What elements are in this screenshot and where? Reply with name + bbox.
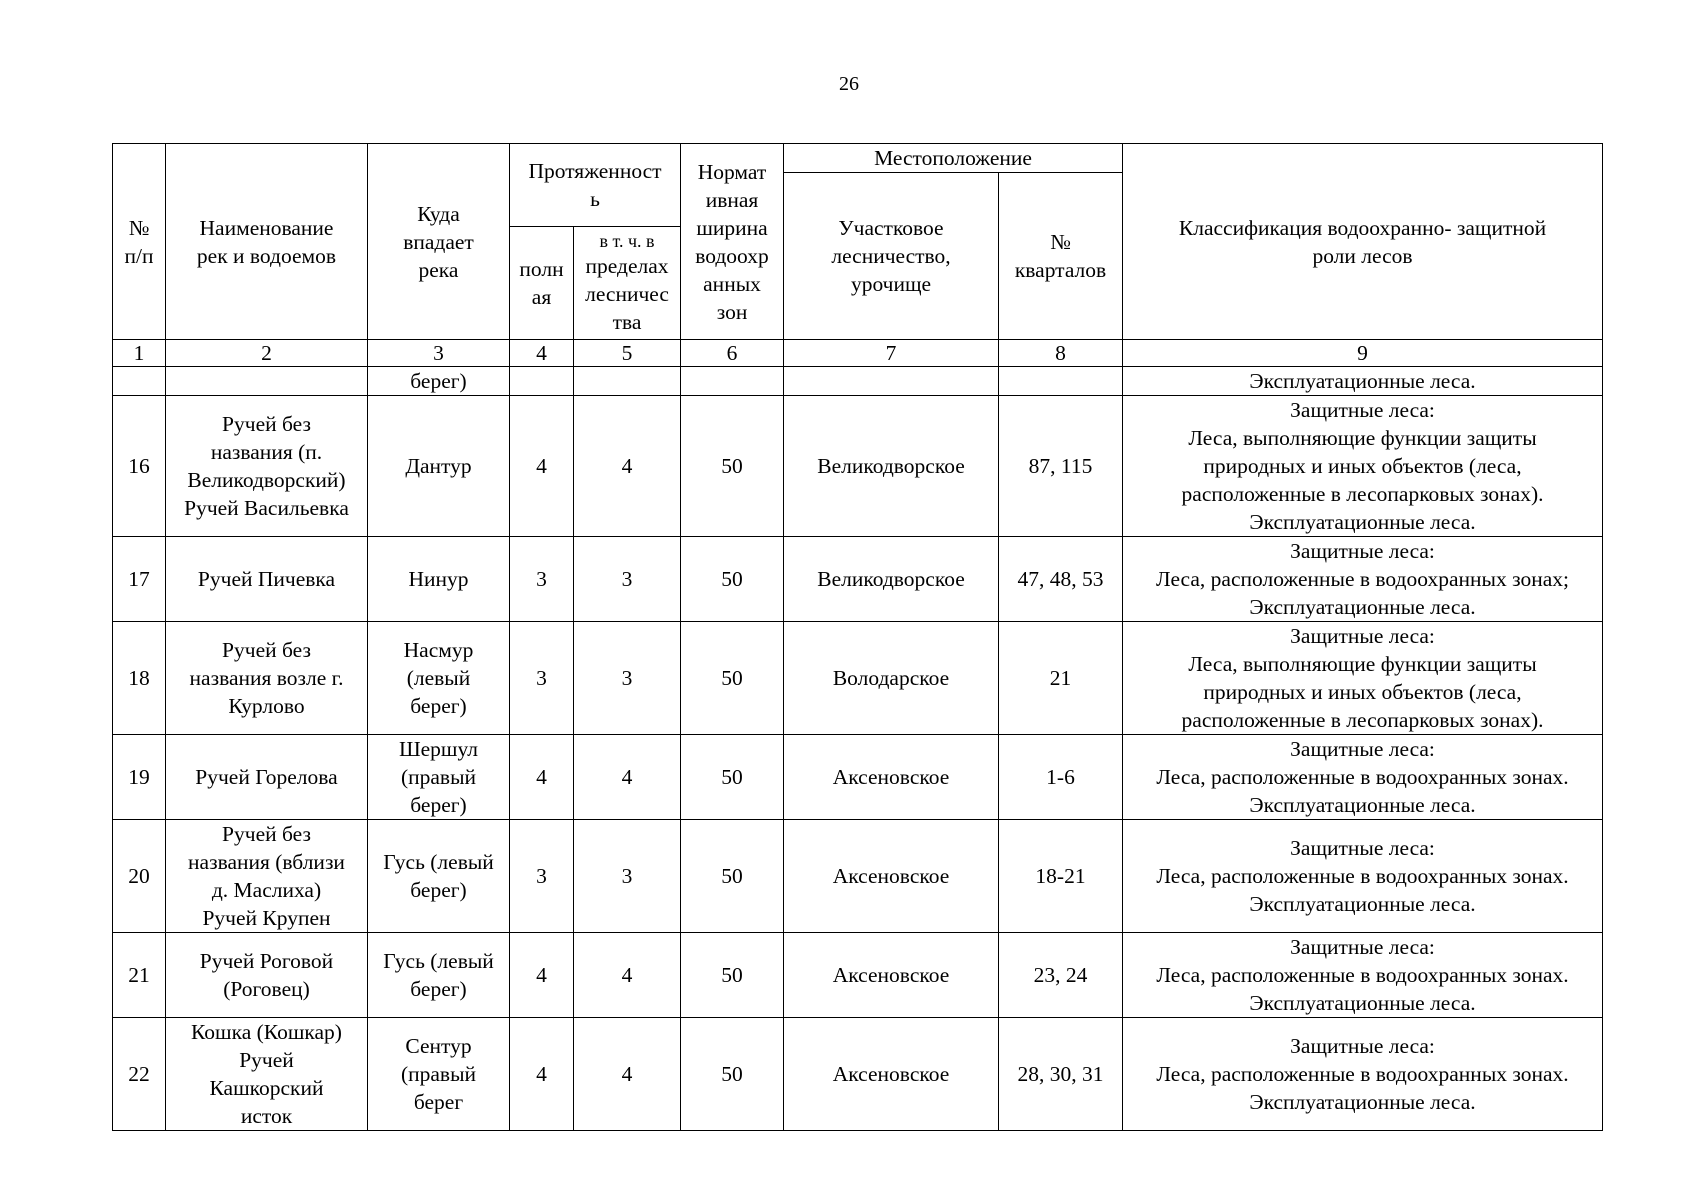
quarters-cell: 47, 48, 53 [999, 537, 1123, 622]
classification-line: Эксплуатационные леса. [1249, 1090, 1476, 1114]
river-name-cell [166, 537, 368, 622]
header-line: Классификация водоохранно- защитной [1178, 215, 1547, 240]
header-line: в т. ч. в [599, 231, 655, 251]
river-mouth-cell [368, 1018, 510, 1131]
column-number-row [113, 340, 1603, 367]
table-header [113, 144, 1603, 367]
river-mouth-cell [368, 820, 510, 933]
header-line: Нормат [697, 159, 767, 184]
quarters-cell: 21 [999, 622, 1123, 735]
river-name-cell [166, 1018, 368, 1131]
header-zone-width [681, 144, 784, 340]
zone-width-cell: 50 [681, 820, 784, 933]
header-line: анных [703, 271, 761, 296]
river-mouth-line: (правый [400, 765, 477, 789]
header-location-group: Местоположение [784, 144, 1123, 173]
full-length-cell: 4 [510, 933, 574, 1018]
row-number-cell: 16 [113, 396, 166, 537]
river-name-line: Великодворский) [187, 468, 346, 492]
zone-width-cell [681, 367, 784, 396]
river-mouth-line: берег [413, 1090, 464, 1114]
header-line: лесничество, [831, 244, 951, 268]
classification-cell [1123, 933, 1603, 1018]
river-name-line: Курлово [228, 694, 305, 718]
river-name-cell [166, 820, 368, 933]
row-number-cell: 21 [113, 933, 166, 1018]
river-name-cell [166, 933, 368, 1018]
zone-width-cell: 50 [681, 1018, 784, 1131]
classification-cell [1123, 367, 1603, 396]
forestry-name-cell: Аксеновское [784, 820, 999, 933]
header-line: роли лесов [1312, 243, 1413, 268]
classification-line: Эксплуатационные леса. [1249, 510, 1476, 534]
table-row [113, 622, 1603, 735]
full-length-cell: 4 [510, 735, 574, 820]
river-name-cell [166, 735, 368, 820]
header-line: урочище [850, 272, 932, 296]
header-quarters [999, 173, 1123, 340]
river-name-line: д. Маслиха) [211, 878, 322, 902]
header-name [166, 144, 368, 340]
row-number-cell [113, 367, 166, 396]
classification-line: Защитные леса: [1290, 539, 1435, 563]
full-length-cell: 3 [510, 537, 574, 622]
table-row [113, 820, 1603, 933]
river-name-cell [166, 367, 368, 396]
river-name-line: Ручей Роговой [199, 949, 334, 973]
header-full-length [510, 227, 574, 340]
quarters-cell: 28, 30, 31 [999, 1018, 1123, 1131]
classification-line: Защитные леса: [1290, 1034, 1435, 1058]
river-mouth-line: (правый [400, 1062, 477, 1086]
forestry-name-cell: Аксеновское [784, 735, 999, 820]
header-line: кварталов [1014, 258, 1107, 282]
river-mouth-cell [368, 537, 510, 622]
full-length-cell: 4 [510, 1018, 574, 1131]
river-name-line: Ручей Крупен [202, 906, 331, 930]
river-mouth-line: берег) [410, 878, 467, 902]
column-number: 3 [368, 340, 510, 367]
header-line: ширина [696, 215, 768, 240]
header-line: Наименование [199, 215, 334, 240]
header-number [113, 144, 166, 340]
zone-width-cell: 50 [681, 537, 784, 622]
header-line: впадает [403, 229, 474, 254]
classification-cell [1123, 537, 1603, 622]
row-number-cell: 19 [113, 735, 166, 820]
full-length-cell: 3 [510, 622, 574, 735]
river-name-line: Ручей без [222, 412, 311, 436]
river-mouth-line: Гусь (левый [383, 949, 494, 973]
classification-line: Эксплуатационные леса. [1249, 991, 1476, 1015]
river-mouth-line: (левый [406, 666, 471, 690]
row-number-cell: 20 [113, 820, 166, 933]
classification-line: Защитные леса: [1290, 398, 1435, 422]
classification-line: природных и иных объектов (леса, [1203, 680, 1522, 704]
quarters-cell: 1-6 [999, 735, 1123, 820]
column-number: 5 [574, 340, 681, 367]
header-line: ивная [705, 187, 759, 212]
header-line: пределах [585, 254, 669, 278]
zone-width-cell: 50 [681, 622, 784, 735]
river-mouth-line: Шершул [398, 737, 479, 761]
quarters-cell: 87, 115 [999, 396, 1123, 537]
header-line: тва [612, 310, 642, 334]
river-mouth-line: берег) [410, 369, 467, 393]
column-number: 8 [999, 340, 1123, 367]
header-length-group [510, 144, 681, 227]
table-body [113, 367, 1603, 1131]
classification-line: Защитные леса: [1290, 935, 1435, 959]
river-name-line: Кашкорский [209, 1076, 324, 1100]
table-row [113, 537, 1603, 622]
river-name-line: Ручей без [222, 822, 311, 846]
forestry-length-cell: 4 [574, 396, 681, 537]
table-row [113, 396, 1603, 537]
river-name-line: Ручей Васильевка [184, 496, 349, 520]
zone-width-cell: 50 [681, 396, 784, 537]
classification-line: Леса, расположенные в водоохранных зонах. [1156, 1062, 1569, 1086]
classification-line: расположенные в лесопарковых зонах). [1181, 708, 1544, 732]
river-name-line: Ручей без [222, 638, 311, 662]
classification-line: Защитные леса: [1290, 624, 1435, 648]
forestry-name-cell: Володарское [784, 622, 999, 735]
zone-width-cell: 50 [681, 933, 784, 1018]
river-mouth-cell [368, 367, 510, 396]
classification-cell [1123, 735, 1603, 820]
river-mouth-cell [368, 622, 510, 735]
forestry-name-cell [784, 367, 999, 396]
header-line: водоохр [695, 243, 769, 268]
table-row [113, 933, 1603, 1018]
classification-line: Защитные леса: [1290, 737, 1435, 761]
forestry-length-cell: 3 [574, 820, 681, 933]
full-length-cell [510, 367, 574, 396]
classification-line: природных и иных объектов (леса, [1203, 454, 1522, 478]
forestry-name-cell: Великодворское [784, 396, 999, 537]
row-number-cell: 17 [113, 537, 166, 622]
river-name-line: (Роговец) [223, 977, 310, 1001]
classification-line: Леса, расположенные в водоохранных зонах; [1156, 567, 1569, 591]
river-name-cell [166, 396, 368, 537]
header-line: Участковое [838, 216, 944, 240]
classification-line: Леса, расположенные в водоохранных зонах. [1156, 963, 1569, 987]
river-name-line: Кошка (Кошкар) [191, 1020, 342, 1044]
header-forestry [784, 173, 999, 340]
page-number: 26 [839, 73, 859, 95]
forestry-name-cell: Аксеновское [784, 1018, 999, 1131]
water-protection-table [112, 143, 1603, 1131]
river-mouth-line: Дантур [405, 454, 472, 478]
classification-line: Защитные леса: [1290, 836, 1435, 860]
river-mouth-line: берег) [410, 977, 467, 1001]
quarters-cell: 23, 24 [999, 933, 1123, 1018]
header-mouth [368, 144, 510, 340]
classification-line: Леса, расположенные в водоохранных зонах. [1156, 765, 1569, 789]
forestry-length-cell: 3 [574, 537, 681, 622]
river-name-line: Ручей [239, 1048, 294, 1072]
classification-line: Эксплуатационные леса. [1249, 892, 1476, 916]
forestry-name-cell: Аксеновское [784, 933, 999, 1018]
header-line: ая [531, 285, 552, 309]
classification-cell [1123, 1018, 1603, 1131]
forestry-length-cell: 4 [574, 933, 681, 1018]
river-mouth-cell [368, 933, 510, 1018]
column-number: 1 [113, 340, 166, 367]
header-line: № [128, 215, 150, 240]
classification-cell [1123, 396, 1603, 537]
river-mouth-cell [368, 735, 510, 820]
header-line: Куда [417, 201, 460, 226]
classification-cell [1123, 622, 1603, 735]
header-line: полн [519, 257, 564, 281]
classification-line: Эксплуатационные леса. [1249, 595, 1476, 619]
header-line: зон [716, 299, 748, 324]
column-number: 7 [784, 340, 999, 367]
river-name-line: Ручей Горелова [195, 765, 338, 789]
zone-width-cell: 50 [681, 735, 784, 820]
header-classification [1123, 144, 1603, 340]
forestry-length-cell: 3 [574, 622, 681, 735]
quarters-cell [999, 367, 1123, 396]
river-name-line: исток [240, 1104, 293, 1128]
river-name-line: названия возле г. [189, 666, 344, 690]
header-line: Протяженност [528, 159, 662, 183]
quarters-cell: 18-21 [999, 820, 1123, 933]
forestry-length-cell: 4 [574, 1018, 681, 1131]
header-line: рек и водоемов [196, 243, 337, 268]
classification-line: Леса, выполняющие функции защиты [1188, 426, 1537, 450]
column-number: 4 [510, 340, 574, 367]
classification-line: Эксплуатационные леса. [1249, 369, 1476, 393]
header-line: п/п [124, 243, 154, 268]
river-mouth-cell [368, 396, 510, 537]
river-mouth-line: берег) [410, 694, 467, 718]
classification-line: Эксплуатационные леса. [1249, 793, 1476, 817]
river-mouth-line: Нинур [408, 567, 469, 591]
table-row [113, 735, 1603, 820]
classification-cell [1123, 820, 1603, 933]
header-line: лесничес [585, 282, 669, 306]
header-line: река [418, 257, 459, 282]
header-line: № [1050, 230, 1071, 254]
header-line: ь [590, 187, 600, 211]
classification-line: Леса, расположенные в водоохранных зонах. [1156, 864, 1569, 888]
classification-line: расположенные в лесопарковых зонах). [1181, 482, 1544, 506]
full-length-cell: 4 [510, 396, 574, 537]
river-mouth-line: Сентур [405, 1034, 472, 1058]
forestry-name-cell: Великодворское [784, 537, 999, 622]
row-number-cell: 18 [113, 622, 166, 735]
table-row [113, 1018, 1603, 1131]
river-name-line: Ручей Пичевка [197, 567, 336, 591]
river-mouth-line: Насмур [403, 638, 474, 662]
river-name-line: названия (вблизи [188, 850, 345, 874]
river-name-cell [166, 622, 368, 735]
classification-line: Леса, выполняющие функции защиты [1188, 652, 1537, 676]
header-forestry-length [574, 227, 681, 340]
forestry-length-cell [574, 367, 681, 396]
forestry-length-cell: 4 [574, 735, 681, 820]
river-mouth-line: берег) [410, 793, 467, 817]
column-number: 9 [1123, 340, 1603, 367]
row-number-cell: 22 [113, 1018, 166, 1131]
column-number: 2 [166, 340, 368, 367]
river-name-line: названия (п. [210, 440, 323, 464]
river-mouth-line: Гусь (левый [383, 850, 494, 874]
full-length-cell: 3 [510, 820, 574, 933]
table-row [113, 367, 1603, 396]
column-number: 6 [681, 340, 784, 367]
